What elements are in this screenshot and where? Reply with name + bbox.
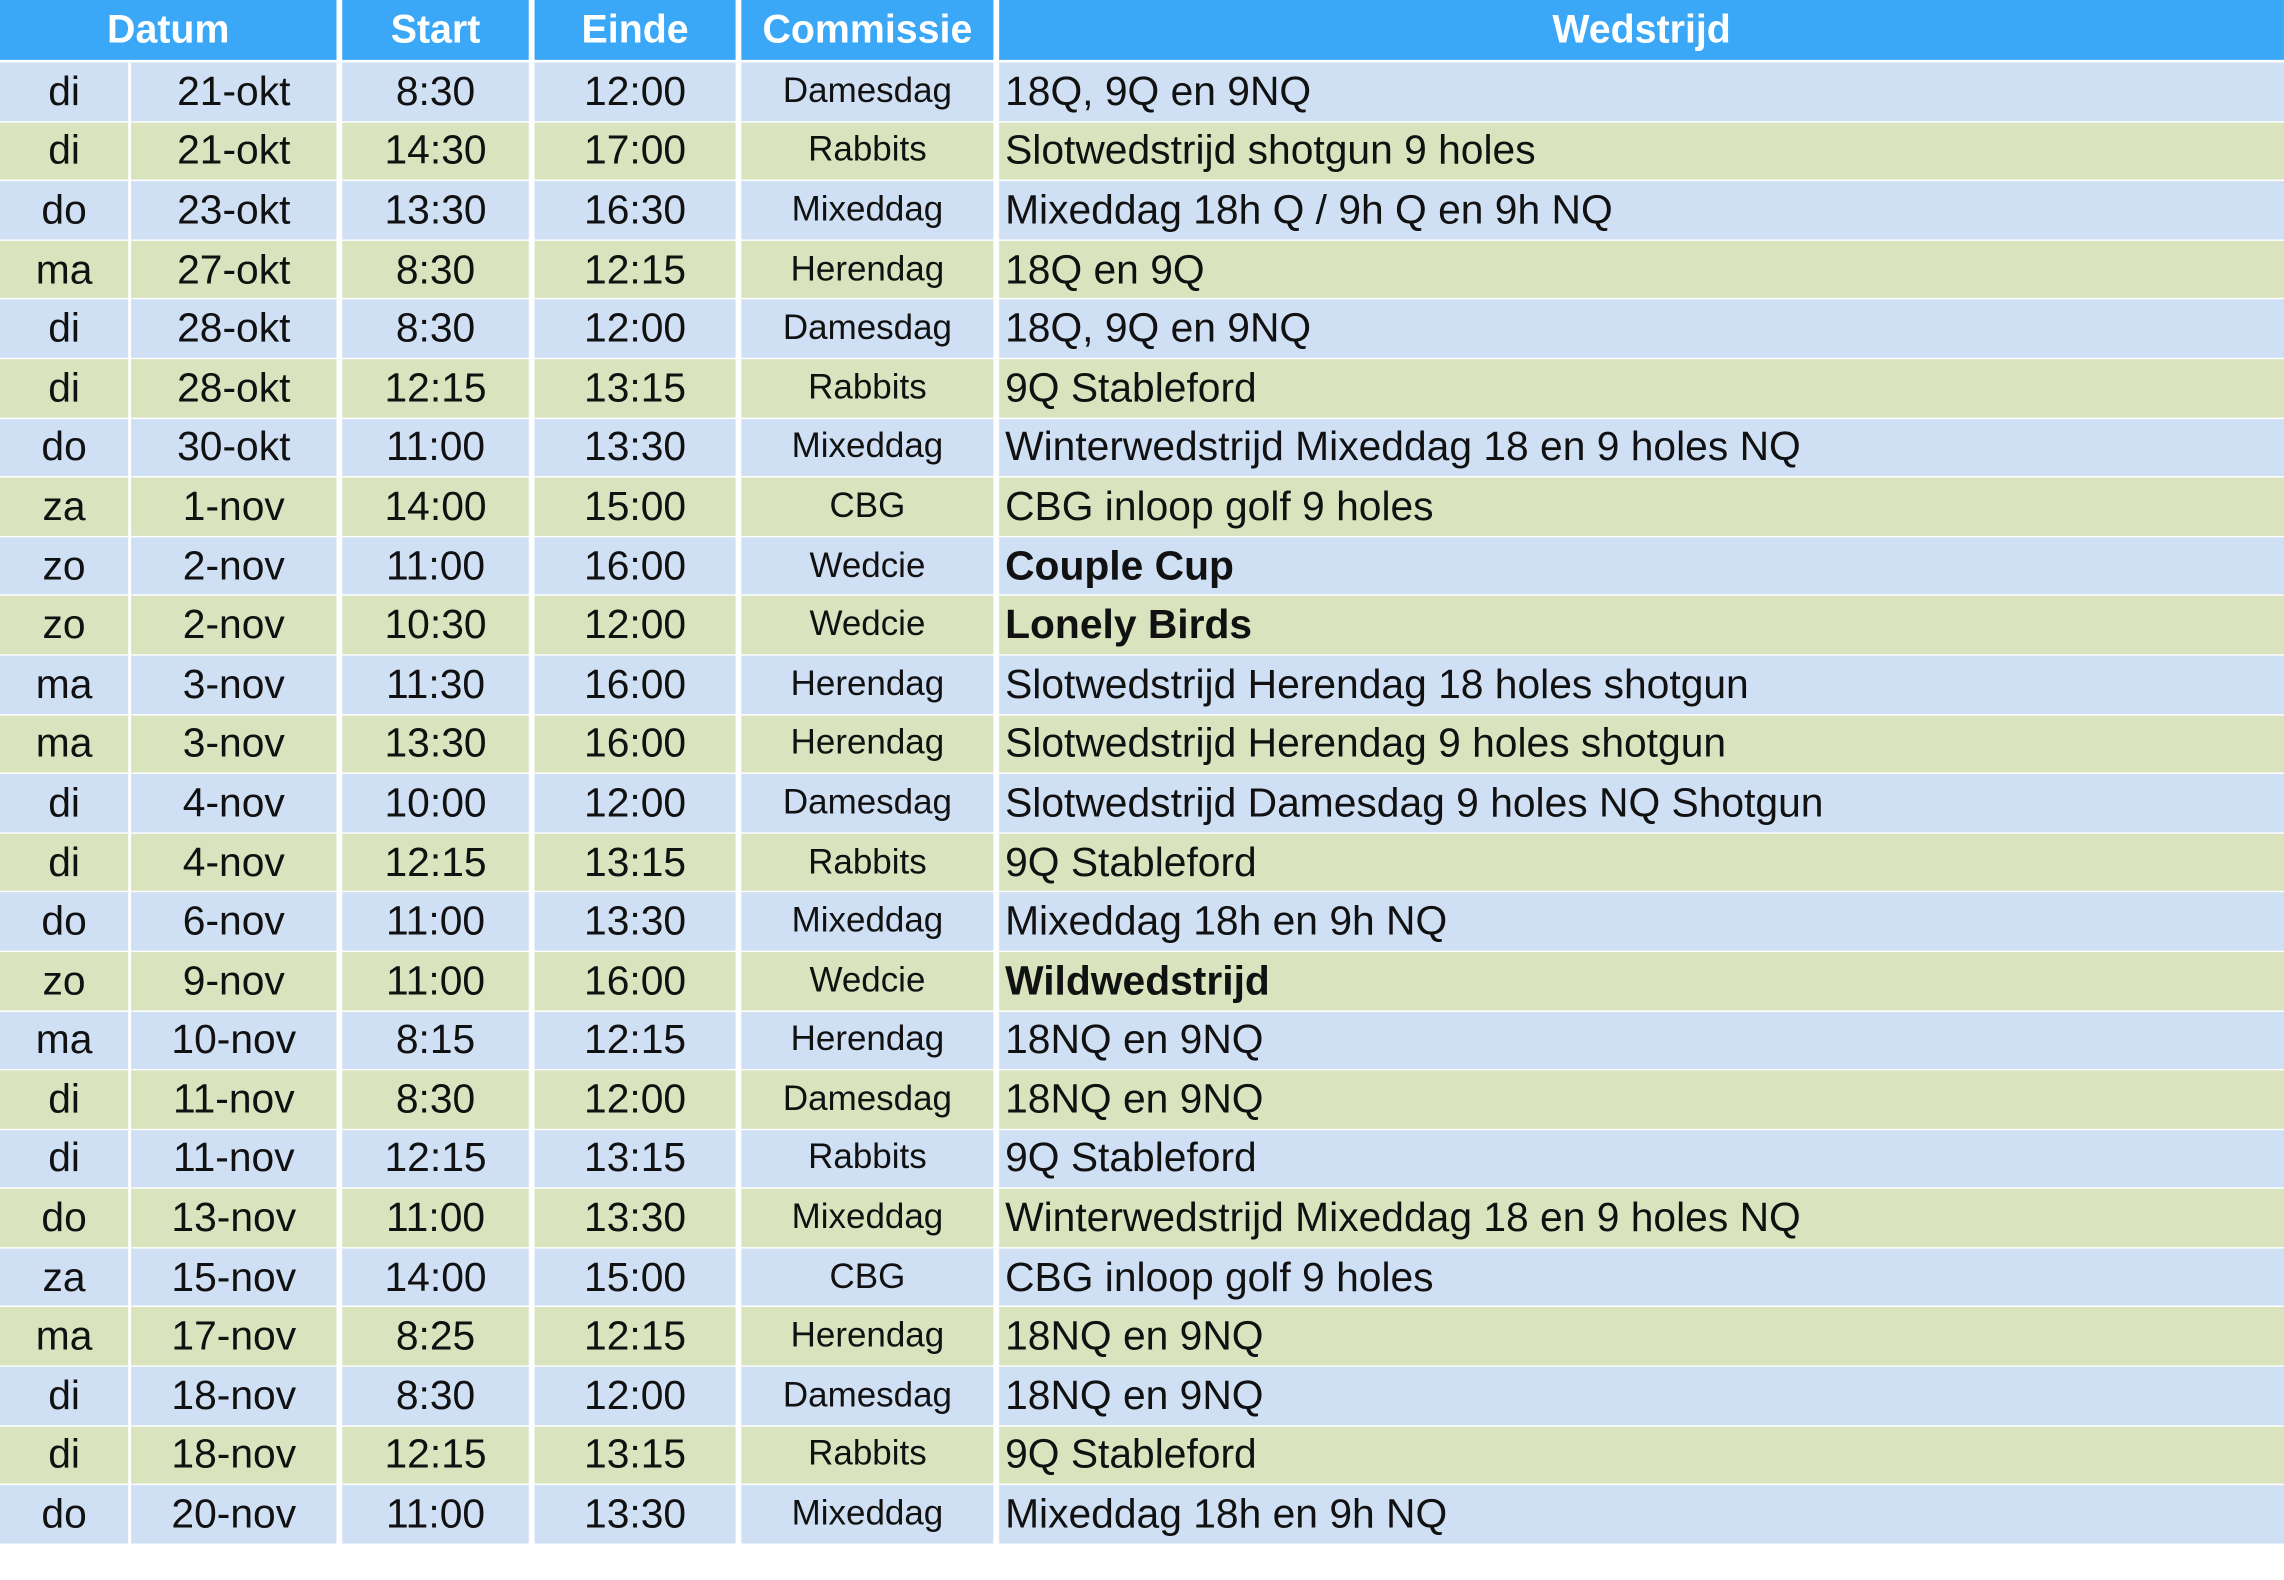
date-cell: 28-okt — [131, 359, 342, 418]
table-row — [0, 537, 2284, 596]
start-time-cell: 11:00 — [342, 1485, 534, 1544]
commissie-cell: Damesdag — [741, 1367, 999, 1426]
end-time-cell: 15:00 — [535, 478, 742, 537]
day-cell: di — [0, 63, 131, 122]
date-cell: 11-nov — [131, 1130, 342, 1189]
commissie-cell: Herendag — [741, 1308, 999, 1367]
end-time-cell: 12:00 — [535, 63, 742, 122]
date-cell: 4-nov — [131, 774, 342, 833]
table-row — [0, 241, 2284, 300]
date-cell: 4-nov — [131, 833, 342, 892]
date-cell: 9-nov — [131, 952, 342, 1011]
commissie-cell: Rabbits — [741, 359, 999, 418]
day-cell: di — [0, 122, 131, 181]
start-time-cell: 8:30 — [342, 300, 534, 359]
end-time-cell: 16:00 — [535, 715, 742, 774]
commissie-cell: Wedcie — [741, 537, 999, 596]
wedstrijd-cell: CBG inloop golf 9 holes — [999, 478, 2284, 537]
wedstrijd-cell: 18NQ en 9NQ — [999, 1011, 2284, 1070]
day-cell: di — [0, 300, 131, 359]
date-cell: 2-nov — [131, 596, 342, 655]
table-row — [0, 478, 2284, 537]
wedstrijd-cell: 9Q Stableford — [999, 359, 2284, 418]
end-time-cell: 13:15 — [535, 359, 742, 418]
day-cell: za — [0, 1248, 131, 1307]
commissie-cell: Rabbits — [741, 1130, 999, 1189]
wedstrijd-cell: Mixeddag 18h Q / 9h Q en 9h NQ — [999, 181, 2284, 240]
wedstrijd-cell: Slotwedstrijd Herendag 9 holes shotgun — [999, 715, 2284, 774]
end-time-cell: 13:30 — [535, 1485, 742, 1544]
commissie-cell: Rabbits — [741, 122, 999, 181]
day-cell: zo — [0, 596, 131, 655]
end-time-cell: 15:00 — [535, 1248, 742, 1307]
end-time-cell: 13:30 — [535, 1189, 742, 1248]
commissie-cell: Damesdag — [741, 300, 999, 359]
start-time-cell: 11:00 — [342, 893, 534, 952]
commissie-cell: Damesdag — [741, 1071, 999, 1130]
commissie-cell: Herendag — [741, 1011, 999, 1070]
table-row — [0, 774, 2284, 833]
end-time-cell: 12:00 — [535, 300, 742, 359]
day-cell: ma — [0, 1011, 131, 1070]
commissie-cell: Herendag — [741, 715, 999, 774]
date-cell: 23-okt — [131, 181, 342, 240]
commissie-cell: Mixeddag — [741, 1485, 999, 1544]
day-cell: do — [0, 1189, 131, 1248]
end-time-cell: 12:00 — [535, 596, 742, 655]
commissie-cell: Wedcie — [741, 952, 999, 1011]
day-cell: do — [0, 893, 131, 952]
header-row — [0, 0, 2284, 63]
wedstrijd-cell: Winterwedstrijd Mixeddag 18 en 9 holes NQ — [999, 1189, 2284, 1248]
date-cell: 17-nov — [131, 1308, 342, 1367]
commissie-cell: Herendag — [741, 656, 999, 715]
date-cell: 3-nov — [131, 715, 342, 774]
table-row — [0, 1189, 2284, 1248]
start-time-cell: 14:30 — [342, 122, 534, 181]
end-time-cell: 12:00 — [535, 1071, 742, 1130]
date-cell: 18-nov — [131, 1426, 342, 1485]
day-cell: za — [0, 478, 131, 537]
day-cell: ma — [0, 241, 131, 300]
start-time-cell: 12:15 — [342, 359, 534, 418]
wedstrijd-cell: 18Q, 9Q en 9NQ — [999, 63, 2284, 122]
table-row — [0, 715, 2284, 774]
commissie-cell: CBG — [741, 478, 999, 537]
date-cell: 10-nov — [131, 1011, 342, 1070]
end-time-cell: 17:00 — [535, 122, 742, 181]
wedstrijd-cell: Winterwedstrijd Mixeddag 18 en 9 holes NQ — [999, 418, 2284, 477]
commissie-cell: Mixeddag — [741, 1189, 999, 1248]
commissie-cell: Mixeddag — [741, 418, 999, 477]
wedstrijd-cell: 18Q, 9Q en 9NQ — [999, 300, 2284, 359]
header-wedstrijd: Wedstrijd — [999, 0, 2284, 63]
table-row — [0, 1071, 2284, 1130]
start-time-cell: 8:15 — [342, 1011, 534, 1070]
start-time-cell: 8:30 — [342, 1367, 534, 1426]
day-cell: do — [0, 1485, 131, 1544]
commissie-cell: Herendag — [741, 241, 999, 300]
date-cell: 11-nov — [131, 1071, 342, 1130]
table-row — [0, 359, 2284, 418]
date-cell: 1-nov — [131, 478, 342, 537]
day-cell: di — [0, 1071, 131, 1130]
date-cell: 30-okt — [131, 418, 342, 477]
day-cell: ma — [0, 715, 131, 774]
wedstrijd-cell: Couple Cup — [999, 537, 2284, 596]
day-cell: di — [0, 1130, 131, 1189]
start-time-cell: 12:15 — [342, 833, 534, 892]
day-cell: di — [0, 833, 131, 892]
schedule-body — [0, 63, 2284, 1545]
date-cell: 3-nov — [131, 656, 342, 715]
end-time-cell: 16:00 — [535, 952, 742, 1011]
date-cell: 28-okt — [131, 300, 342, 359]
day-cell: di — [0, 359, 131, 418]
table-row — [0, 893, 2284, 952]
day-cell: do — [0, 181, 131, 240]
commissie-cell: Mixeddag — [741, 181, 999, 240]
date-cell: 13-nov — [131, 1189, 342, 1248]
header-datum: Datum — [0, 0, 342, 63]
date-cell: 18-nov — [131, 1367, 342, 1426]
table-row — [0, 63, 2284, 122]
table-row — [0, 1130, 2284, 1189]
table-row — [0, 1248, 2284, 1307]
end-time-cell: 13:15 — [535, 833, 742, 892]
commissie-cell: Rabbits — [741, 833, 999, 892]
end-time-cell: 12:15 — [535, 1308, 742, 1367]
end-time-cell: 13:30 — [535, 893, 742, 952]
commissie-cell: Mixeddag — [741, 893, 999, 952]
day-cell: zo — [0, 952, 131, 1011]
wedstrijd-cell: 9Q Stableford — [999, 833, 2284, 892]
end-time-cell: 13:30 — [535, 418, 742, 477]
header-einde: Einde — [535, 0, 742, 63]
header-start: Start — [342, 0, 534, 63]
wedstrijd-cell: Wildwedstrijd — [999, 952, 2284, 1011]
date-cell: 6-nov — [131, 893, 342, 952]
date-cell: 21-okt — [131, 122, 342, 181]
day-cell: do — [0, 418, 131, 477]
commissie-cell: Wedcie — [741, 596, 999, 655]
start-time-cell: 8:30 — [342, 63, 534, 122]
end-time-cell: 12:00 — [535, 774, 742, 833]
table-row — [0, 181, 2284, 240]
day-cell: di — [0, 774, 131, 833]
table-row — [0, 833, 2284, 892]
wedstrijd-cell: Slotwedstrijd Herendag 18 holes shotgun — [999, 656, 2284, 715]
start-time-cell: 8:30 — [342, 1071, 534, 1130]
wedstrijd-cell: 18Q en 9Q — [999, 241, 2284, 300]
table-row — [0, 1308, 2284, 1367]
start-time-cell: 13:30 — [342, 715, 534, 774]
wedstrijd-cell: 18NQ en 9NQ — [999, 1308, 2284, 1367]
start-time-cell: 8:30 — [342, 241, 534, 300]
commissie-cell: CBG — [741, 1248, 999, 1307]
day-cell: ma — [0, 1308, 131, 1367]
start-time-cell: 12:15 — [342, 1426, 534, 1485]
date-cell: 2-nov — [131, 537, 342, 596]
end-time-cell: 13:15 — [535, 1426, 742, 1485]
wedstrijd-cell: 18NQ en 9NQ — [999, 1071, 2284, 1130]
start-time-cell: 11:00 — [342, 537, 534, 596]
start-time-cell: 12:15 — [342, 1130, 534, 1189]
end-time-cell: 12:00 — [535, 1367, 742, 1426]
table-row — [0, 300, 2284, 359]
table-row — [0, 1426, 2284, 1485]
end-time-cell: 16:00 — [535, 537, 742, 596]
table-row — [0, 418, 2284, 477]
commissie-cell: Damesdag — [741, 63, 999, 122]
start-time-cell: 11:00 — [342, 1189, 534, 1248]
end-time-cell: 16:30 — [535, 181, 742, 240]
wedstrijd-cell: Mixeddag 18h en 9h NQ — [999, 1485, 2284, 1544]
wedstrijd-cell: Slotwedstrijd shotgun 9 holes — [999, 122, 2284, 181]
start-time-cell: 14:00 — [342, 478, 534, 537]
wedstrijd-cell: 9Q Stableford — [999, 1130, 2284, 1189]
date-cell: 27-okt — [131, 241, 342, 300]
header-commissie: Commissie — [741, 0, 999, 63]
table-row — [0, 122, 2284, 181]
wedstrijd-cell: CBG inloop golf 9 holes — [999, 1248, 2284, 1307]
start-time-cell: 14:00 — [342, 1248, 534, 1307]
date-cell: 20-nov — [131, 1485, 342, 1544]
wedstrijd-cell: 9Q Stableford — [999, 1426, 2284, 1485]
start-time-cell: 11:00 — [342, 418, 534, 477]
table-row — [0, 1011, 2284, 1070]
date-cell: 21-okt — [131, 63, 342, 122]
start-time-cell: 8:25 — [342, 1308, 534, 1367]
start-time-cell: 13:30 — [342, 181, 534, 240]
end-time-cell: 12:15 — [535, 1011, 742, 1070]
date-cell: 15-nov — [131, 1248, 342, 1307]
day-cell: ma — [0, 656, 131, 715]
end-time-cell: 16:00 — [535, 656, 742, 715]
table-row — [0, 952, 2284, 1011]
table-row — [0, 1367, 2284, 1426]
start-time-cell: 11:00 — [342, 952, 534, 1011]
table-row — [0, 656, 2284, 715]
start-time-cell: 10:30 — [342, 596, 534, 655]
day-cell: di — [0, 1367, 131, 1426]
commissie-cell: Damesdag — [741, 774, 999, 833]
end-time-cell: 13:15 — [535, 1130, 742, 1189]
day-cell: di — [0, 1426, 131, 1485]
commissie-cell: Rabbits — [741, 1426, 999, 1485]
wedstrijd-cell: Lonely Birds — [999, 596, 2284, 655]
day-cell: zo — [0, 537, 131, 596]
start-time-cell: 11:30 — [342, 656, 534, 715]
end-time-cell: 12:15 — [535, 241, 742, 300]
wedstrijd-cell: Slotwedstrijd Damesdag 9 holes NQ Shotgun — [999, 774, 2284, 833]
table-row — [0, 596, 2284, 655]
wedstrijd-cell: 18NQ en 9NQ — [999, 1367, 2284, 1426]
table-row — [0, 1485, 2284, 1544]
start-time-cell: 10:00 — [342, 774, 534, 833]
wedstrijd-cell: Mixeddag 18h en 9h NQ — [999, 893, 2284, 952]
